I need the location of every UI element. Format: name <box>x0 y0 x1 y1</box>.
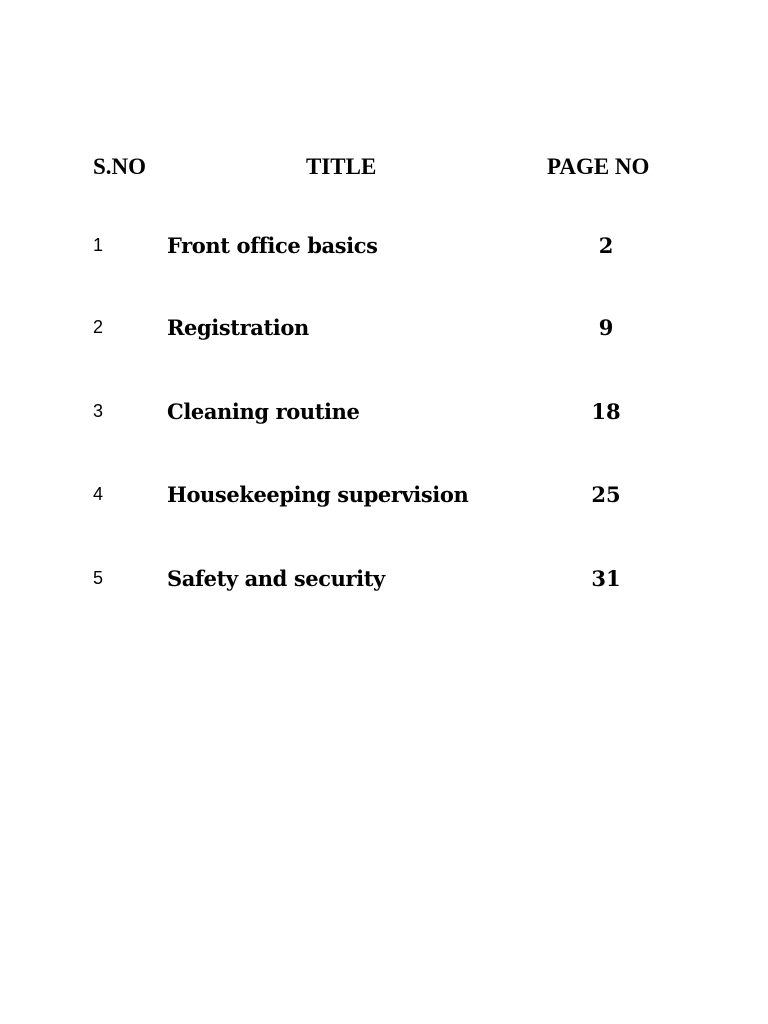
row-page-no: 31 <box>591 566 621 591</box>
row-title: Cleaning routine <box>167 399 360 424</box>
row-sno: 5 <box>93 568 104 588</box>
row-sno: 4 <box>93 484 104 504</box>
row-page-no: 2 <box>598 233 614 258</box>
table-header <box>0 154 768 186</box>
row-sno: 1 <box>93 235 104 255</box>
row-page-no: 9 <box>598 315 614 340</box>
table-row <box>0 315 768 349</box>
row-title: Front office basics <box>167 233 378 258</box>
table-row <box>0 233 768 267</box>
header-page-no: PAGE NO <box>547 154 650 179</box>
row-sno: 2 <box>93 317 104 337</box>
table-row <box>0 399 768 433</box>
row-title: Housekeeping supervision <box>167 482 469 507</box>
row-page-no: 18 <box>591 399 621 424</box>
table-row <box>0 566 768 600</box>
row-title: Registration <box>167 315 309 340</box>
header-sno: S.NO <box>93 154 147 179</box>
row-title: Safety and security <box>167 566 385 591</box>
row-sno: 3 <box>93 401 104 421</box>
table-row <box>0 482 768 516</box>
row-page-no: 25 <box>591 482 621 507</box>
header-title: TITLE <box>306 154 377 179</box>
